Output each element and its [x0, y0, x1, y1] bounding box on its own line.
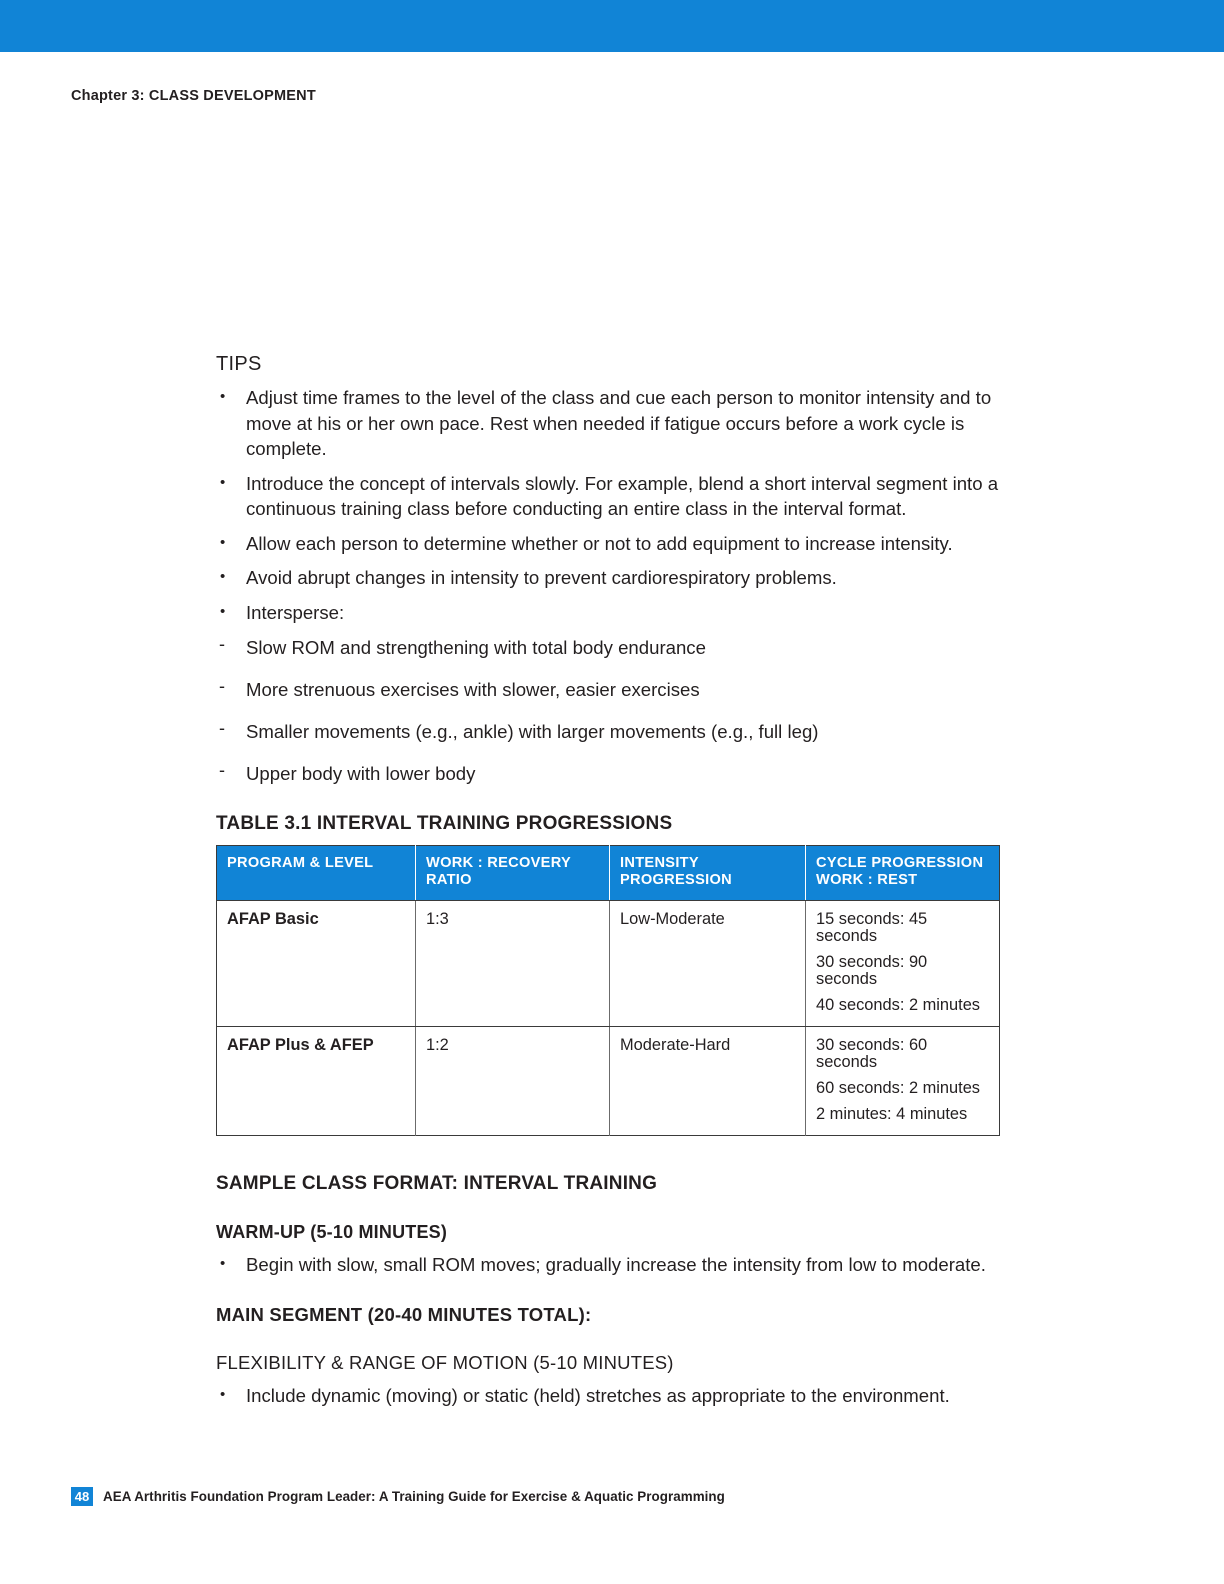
table-caption: TABLE 3.1 INTERVAL TRAINING PROGRESSIONS	[216, 813, 673, 834]
cell-ratio: 1:2	[416, 1027, 610, 1136]
cell-cycle-line: 40 seconds: 2 minutes	[816, 996, 981, 1014]
cell-cycle-line: 30 seconds: 60 seconds	[816, 1036, 928, 1071]
cell-cycle-line: 30 seconds: 90 seconds	[816, 953, 928, 988]
list-item: • Allow each person to determine whether or not to add equipment to increase intensity.	[216, 531, 1000, 557]
sample-class-heading: SAMPLE CLASS FORMAT: INTERVAL TRAINING	[216, 1173, 658, 1194]
cell-program: AFAP Basic	[217, 901, 416, 1027]
cell-intensity: Low-Moderate	[610, 901, 806, 1027]
cell-intensity: Moderate-Hard	[610, 1027, 806, 1136]
list-item: • Avoid abrupt changes in intensity to prevent cardiorespiratory problems.	[216, 565, 1000, 591]
column-header-cycle-progression: CYCLE PROGRESSION WORK : REST	[806, 846, 1000, 901]
column-header-work-recovery-ratio: WORK : RECOVERY RATIO	[416, 846, 610, 901]
table-row	[217, 1027, 1000, 1136]
cell-cycle-line: 2 minutes: 4 minutes	[816, 1105, 968, 1123]
cell-cycle	[806, 901, 1000, 1027]
page-content	[216, 352, 1000, 1417]
cell-cycle	[806, 1027, 1000, 1136]
list-item: • Intersperse:	[216, 600, 1000, 626]
main-segment-heading: MAIN SEGMENT (20-40 MINUTES TOTAL):	[216, 1303, 592, 1325]
cell-program: AFAP Plus & AFEP	[217, 1027, 416, 1136]
list-item: ‐ Slow ROM and strengthening with total body endurance	[216, 635, 1000, 660]
page-number-badge: 48	[71, 1487, 93, 1506]
warmup-list	[216, 1252, 1000, 1278]
footer-title: AEA Arthritis Foundation Program Leader: A Training Guide for Exercise & Aquatic Programming	[103, 1489, 725, 1504]
list-item: • Include dynamic (moving) or static (held) stretches as appropriate to the environment.	[216, 1383, 1000, 1409]
column-header-program-level: PROGRAM & LEVEL	[217, 846, 416, 901]
warmup-heading: WARM-UP (5-10 MINUTES)	[216, 1222, 448, 1242]
flexibility-heading: FLEXIBILITY & RANGE OF MOTION (5-10 MINUTES)	[216, 1351, 674, 1373]
table-row	[217, 901, 1000, 1027]
flexibility-list	[216, 1383, 1000, 1409]
list-item: • Begin with slow, small ROM moves; gradually increase the intensity from low to moderate.	[216, 1252, 1000, 1278]
interval-training-progressions-table	[216, 845, 1000, 1136]
page-footer	[71, 1487, 725, 1506]
list-item: ‐ Upper body with lower body	[216, 761, 1000, 786]
list-item: • Introduce the concept of intervals slowly. For example, blend a short interval segment into a continuous training class before conducting an entire class in the interval format.	[216, 471, 1000, 522]
cell-cycle-line: 60 seconds: 2 minutes	[816, 1079, 981, 1097]
intersperse-sublist	[216, 635, 1000, 786]
list-item: ‐ Smaller movements (e.g., ankle) with larger movements (e.g., full leg)	[216, 719, 1000, 744]
tips-list	[216, 385, 1000, 625]
top-banner	[0, 0, 1224, 52]
column-header-intensity-progression: INTENSITY PROGRESSION	[610, 846, 806, 901]
tips-heading: TIPS	[216, 353, 262, 375]
table-header-row	[217, 846, 1000, 901]
cell-cycle-line: 15 seconds: 45 seconds	[816, 910, 928, 945]
list-item: ‐ More strenuous exercises with slower, easier exercises	[216, 677, 1000, 702]
cell-ratio: 1:3	[416, 901, 610, 1027]
list-item: • Adjust time frames to the level of the class and cue each person to monitor intensity and to move at his or her own pace. Rest when needed if fatigue occurs before a work cycle is complete.	[216, 385, 1000, 462]
running-head: Chapter 3: CLASS DEVELOPMENT	[71, 88, 316, 104]
